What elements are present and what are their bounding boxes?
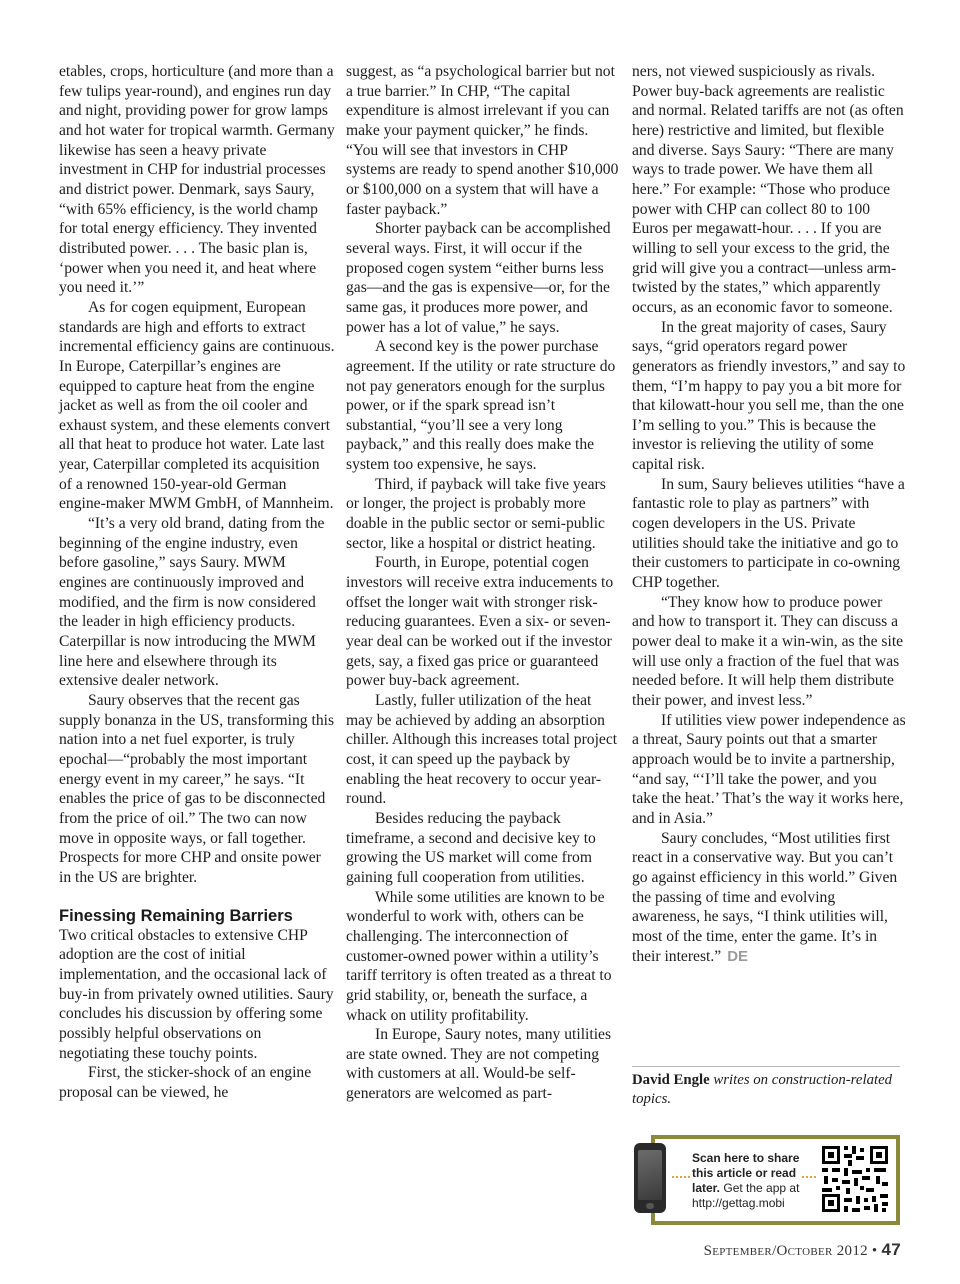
end-mark: DE: [727, 947, 749, 965]
author-name: David Engle: [632, 1072, 710, 1088]
paragraph: In Europe, Saury notes, many utilities are state owned. They are not competing with customers at all. Would-be self-generators are welcomed as part-: [346, 1026, 612, 1103]
paragraph: In the great majority of cases, Saury says, “grid operators regard power generators as friendly investors,” and say to them, “I’m happy to pay you a bit more for that kilowatt-hour you sell me, than the one I’m selling to you.” This is because the investor is relieving the utility of some capital risk.: [632, 318, 906, 474]
qr-callout-bold: Scan here to share this article or read later.: [692, 1151, 800, 1195]
smartphone-icon: [634, 1143, 666, 1213]
qr-code-icon[interactable]: [820, 1144, 890, 1214]
paragraph: While some utilities are known to be wonderful to work with, others can be challenging. The interconnection of customer-owned power within a utility’s tariff territory is often treated as a threat to grid stability, or, beneath the surface, a whack on utility profitability.: [346, 888, 612, 1024]
paragraph: As for cogen equipment, European standards are high and efforts to extract incremental efficiency gains are continuous. In Europe, Caterpillar’s engines are equipped to capture heat from the engine jacket as well as from the oil cooler and exhaust system, and these elements convert all that heat to produce hot water. Late last year, Caterpillar completed its acquisition of a renowned 150-year-old German engine-maker MWM GmbH, of Mannheim.: [59, 298, 335, 513]
paragraph: Two critical obstacles to extensive CHP adoption are the cost of initial implementation, and the occasional lack of buy-in from privately owned utilities. Saury concludes his discussion by offering some possibly helpful observations on negotiating these touchy points.: [59, 926, 334, 1062]
article-column-1: [59, 62, 335, 1102]
paragraph: Lastly, fuller utilization of the heat may be achieved by adding an absorption chiller. Although this increases total project cost, it can speed up the payback by enabling the heat recovery to occur year-round.: [346, 692, 618, 808]
article-column-2: [346, 62, 620, 1104]
paragraph: suggest, as “a psychological barrier but not a true barrier.” In CHP, “The capital expenditure is almost irrelevant if you can make your payment quicker,” he finds. “You will see that investors in CHP systems are ready to spend another $10,000 or $100,000 on a system that will have a faster payback.”: [346, 63, 619, 218]
author-bio-text: writes on construction-related topics.: [632, 1072, 893, 1107]
paragraph: Third, if payback will take five years or longer, the project is probably more doable in the public sector or semi-public sector, like a hospital or district heating.: [346, 475, 606, 552]
paragraph: In sum, Saury believes utilities “have a fantastic role to play as partners” with cogen developers in the US. Private utilities should take the initiative and go to their customers to participate in co-owning CHP together.: [632, 475, 905, 592]
paragraph: “It’s a very old brand, dating from the beginning of the engine industry, even before gasoline,” says Saury. MWM engines are continuously improved and modified, and the firm is now considered the leader in high efficiency products. Caterpillar is now introducing the MWM line here and elsewhere through its extensive dealer network.: [59, 515, 325, 690]
author-bio: [632, 1066, 900, 1109]
paragraph: ners, not viewed suspiciously as rivals. Power buy-back agreements are realistic and normal. Related tariffs are not (as often here) restrictive and limited, but flexible and diverse. Says Saury: “There are many ways to trade power. We have them all here.” For example: “Those who produce power with CHP can collect 80 to 100 Euros per megawatt-hour. . . . If you are willing to sell your excess to the grid, the grid will give you a contract—unless arm-twisted by the states,” which apparently occurs, as an economic favor to someone.: [632, 63, 904, 316]
issue-date: September/October 2012: [703, 1243, 868, 1259]
paragraph: Saury observes that the recent gas supply bonanza in the US, transforming this nation into a net fuel exporter, is truly epochal—“probably the most important energy event in my career,” he says. “It enables the price of gas to be disconnected from the price of oil.” The two can now move in opposite ways, or fall together. Prospects for more CHP and onsite power in the US are brighter.: [59, 692, 335, 886]
paragraph: If utilities view power independence as a threat, Saury points out that a smarter approach would be to invite a partnership, “and say, “‘I’ll take the power, and you take the heat.’ That’s the way it works here, and in Asia.”: [632, 711, 906, 827]
dotted-connector: [672, 1176, 690, 1178]
paragraph: Besides reducing the payback timeframe, a second and decisive key to growing the US market will come from gaining full cooperation from utilities.: [346, 809, 596, 886]
footer-bullet: •: [871, 1243, 878, 1259]
paragraph: Fourth, in Europe, potential cogen investors will receive extra inducements to offset the longer wait with stronger risk-reducing guarantees. Even a six- or seven-year deal can be worked out if the investor gets, say, a fixed gas price or guaranteed power buy-back agreement.: [346, 554, 614, 690]
paragraph: “They know how to produce power and how to transport it. They can discuss a power deal to make it a win-win, as the site will use only a fraction of the fuel that was needed before. It will help them distribute their power, and invest less.”: [632, 593, 904, 709]
qr-callout-rest: Get the app at http://gettag.mobi: [692, 1181, 800, 1210]
paragraph: etables, crops, horticulture (and more than a few tulips year-round), and engines run day and night, providing power for grow lamps and hot water for tropical warmth. Germany likewise has seen a heavy private investment in CHP for industrial processes and district power. Denmark, says Saury, “with 65% efficiency, is the world champ for total energy efficiency. They invented distributed power. . . . The basic plan is, ‘power when you need it, and heat where you need it.’”: [59, 63, 335, 297]
paragraph-final: [632, 829, 906, 967]
paragraph: First, the sticker-shock of an engine proposal can be viewed, he: [59, 1064, 312, 1101]
qr-callout-text: [692, 1151, 810, 1211]
page-number: 47: [881, 1240, 901, 1259]
article-column-3: [632, 62, 906, 966]
section-subheading: Finessing Remaining Barriers: [59, 906, 293, 925]
paragraph: A second key is the power purchase agreement. If the utility or rate structure do not pay generators enough for the surplus power, or if the spark spread isn’t substantial, “you’ll see a very long payback,” and this really does make the system too expensive, he says.: [346, 338, 616, 474]
paragraph: Shorter payback can be accomplished several ways. First, it will occur if the proposed cogen system “either burns less gas—and the gas is expensive—or, for the same gas, it produces more power, and power has a lot of value,” he says.: [346, 220, 611, 336]
paragraph-text: Saury concludes, “Most utilities first react in a conservative way. But you can’t go against efficiency in this world.” Given the passing of time and evolving awareness, he says, “I think utilities will, most of the time, enter the game. It’s in their interest.”: [632, 829, 898, 965]
page-footer: [704, 1240, 901, 1260]
